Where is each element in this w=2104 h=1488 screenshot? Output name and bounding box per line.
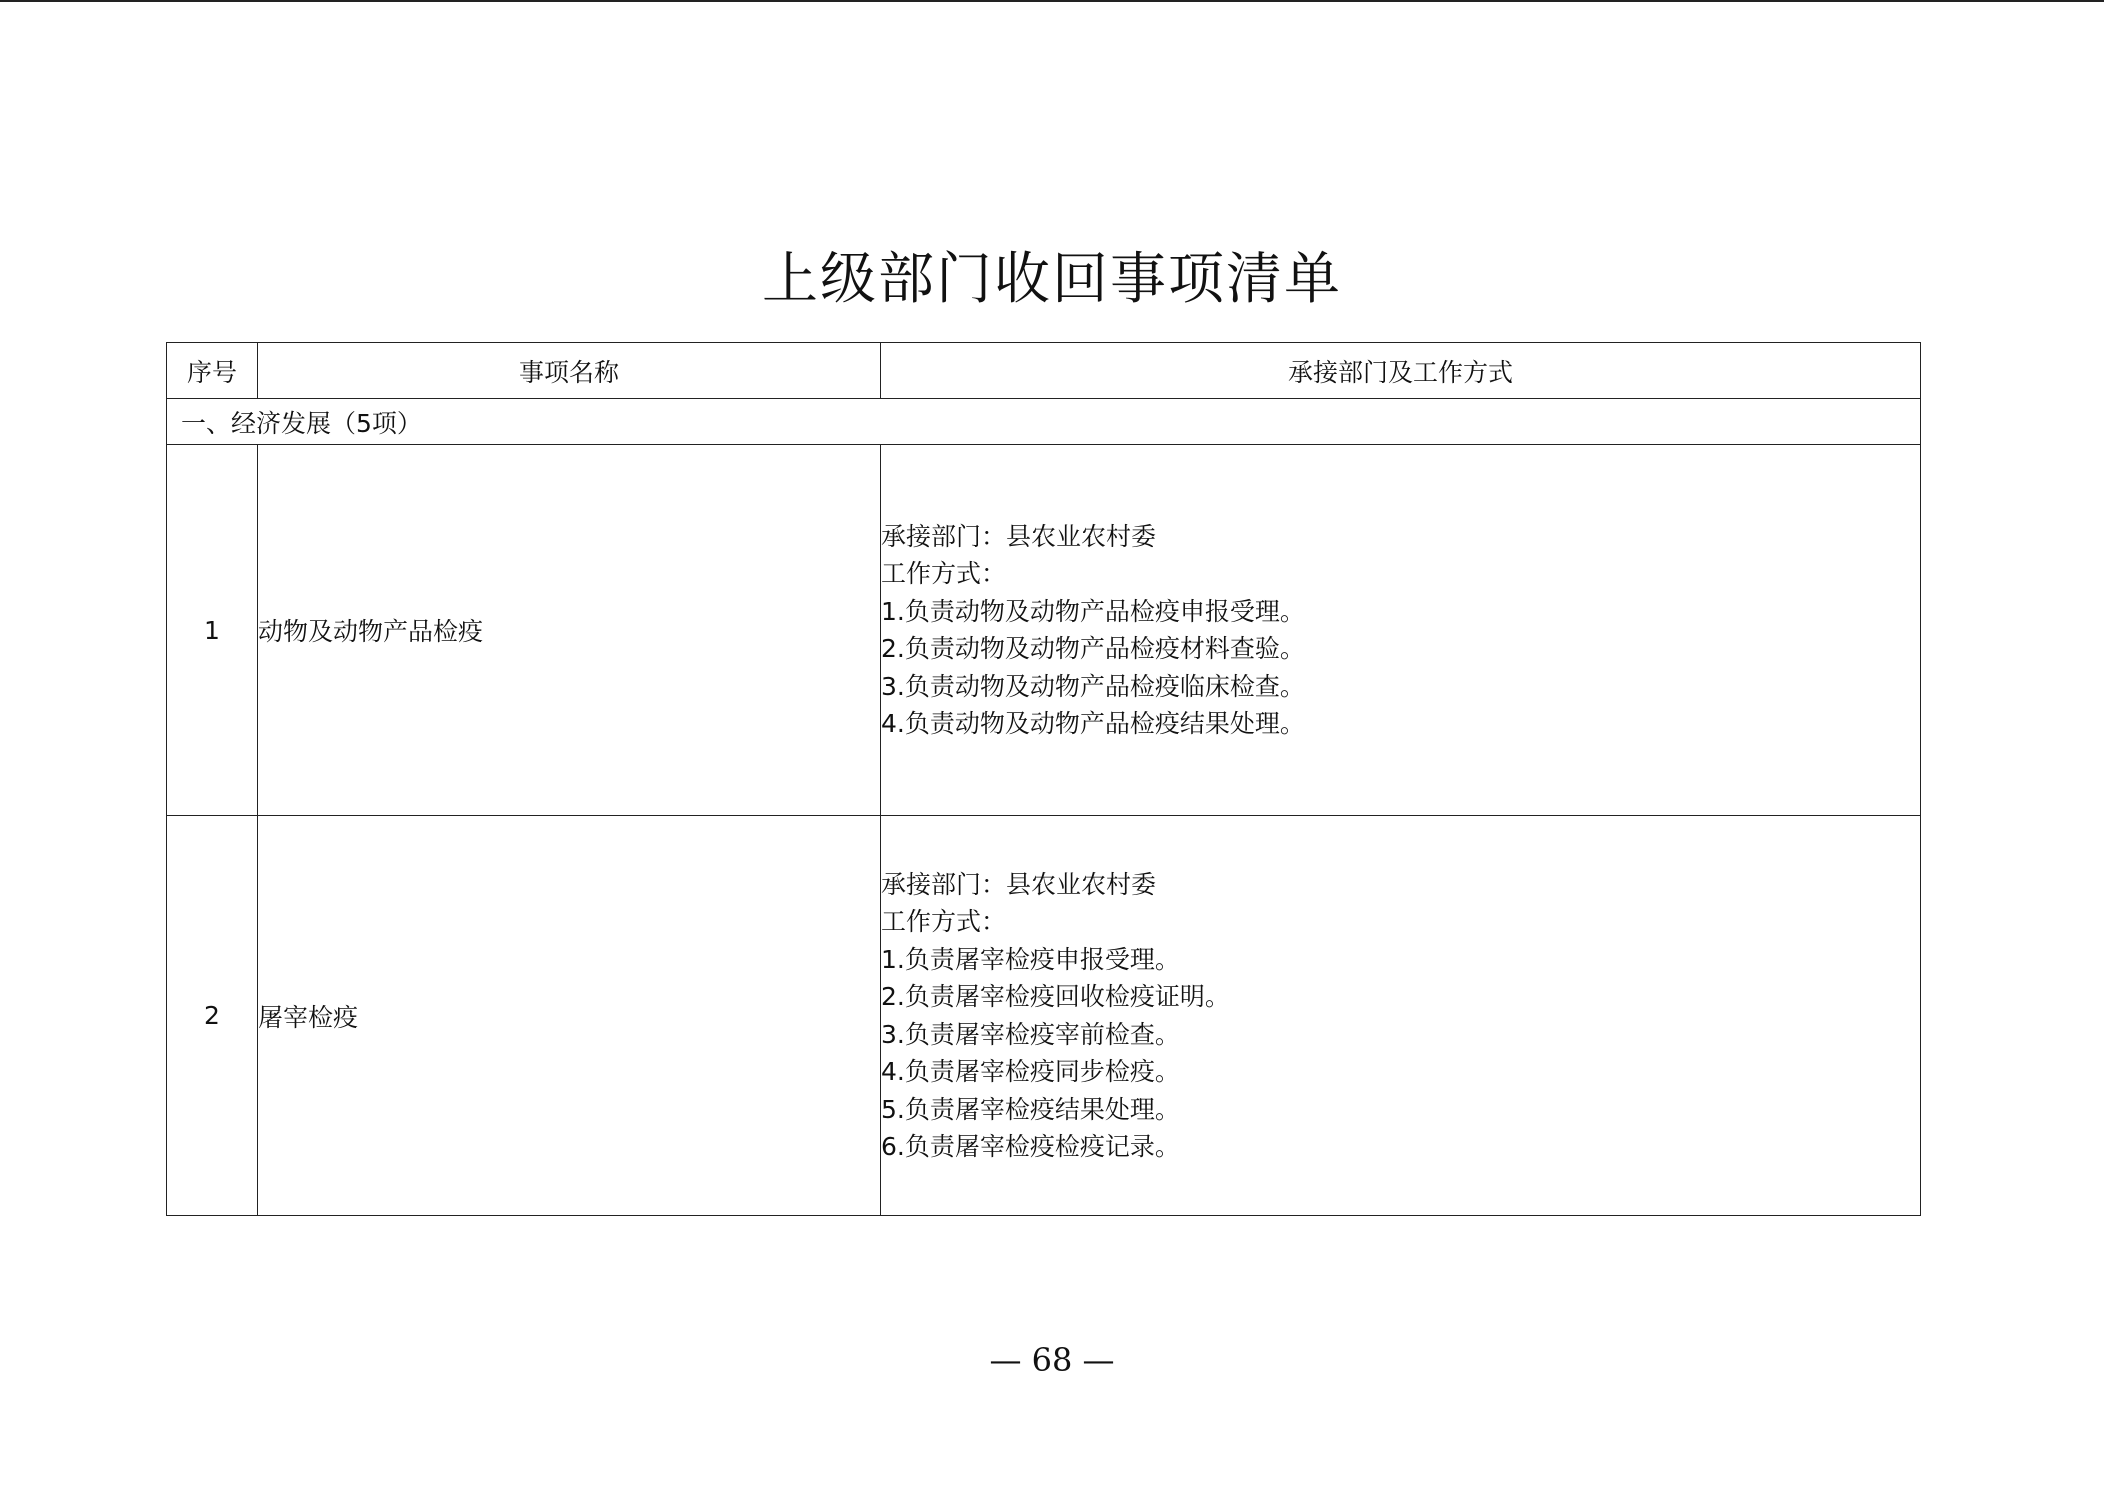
header-item-name: 事项名称 [258,343,881,399]
top-border-line [0,0,2104,2]
items-table [166,342,1921,1216]
method-line: 承接部门：县农业农村委 [881,521,1157,551]
row-department-and-method [881,445,1921,816]
row-item-name: 屠宰检疫 [258,816,881,1216]
row-item-name: 动物及动物产品检疫 [258,445,881,816]
method-line: 4.负责动物及动物产品检疫结果处理。 [881,709,1305,738]
method-line: 5.负责屠宰检疫结果处理。 [881,1094,1180,1124]
method-line: 2.负责动物及动物产品检疫材料查验。 [881,634,1305,663]
method-line: 6.负责屠宰检疫检疫记录。 [881,1132,1180,1161]
row-department-and-method [881,816,1921,1216]
table-row [167,445,1921,816]
table-row [167,816,1921,1216]
method-line: 工作方式： [881,907,1007,936]
section-heading: 一、经济发展（5项） [167,399,1921,445]
header-serial-number: 序号 [167,343,258,399]
section-row [167,399,1921,445]
method-line: 4.负责屠宰检疫同步检疫。 [881,1057,1180,1086]
document-title: 上级部门收回事项清单 [762,247,1342,312]
method-line: 3.负责动物及动物产品检疫临床检查。 [881,671,1305,701]
method-line: 承接部门：县农业农村委 [881,869,1157,899]
page-number: — 68 — [989,1341,1115,1379]
method-line: 工作方式： [881,559,1007,588]
method-line: 2.负责屠宰检疫回收检疫证明。 [881,982,1230,1011]
table-header-row [167,343,1921,399]
method-line: 1.负责屠宰检疫申报受理。 [881,944,1180,974]
row-serial-number: 1 [167,445,258,816]
method-line: 1.负责动物及动物产品检疫申报受理。 [881,596,1305,626]
row-serial-number: 2 [167,816,258,1216]
header-department-and-method: 承接部门及工作方式 [881,343,1921,399]
method-line: 3.负责屠宰检疫宰前检查。 [881,1019,1180,1049]
